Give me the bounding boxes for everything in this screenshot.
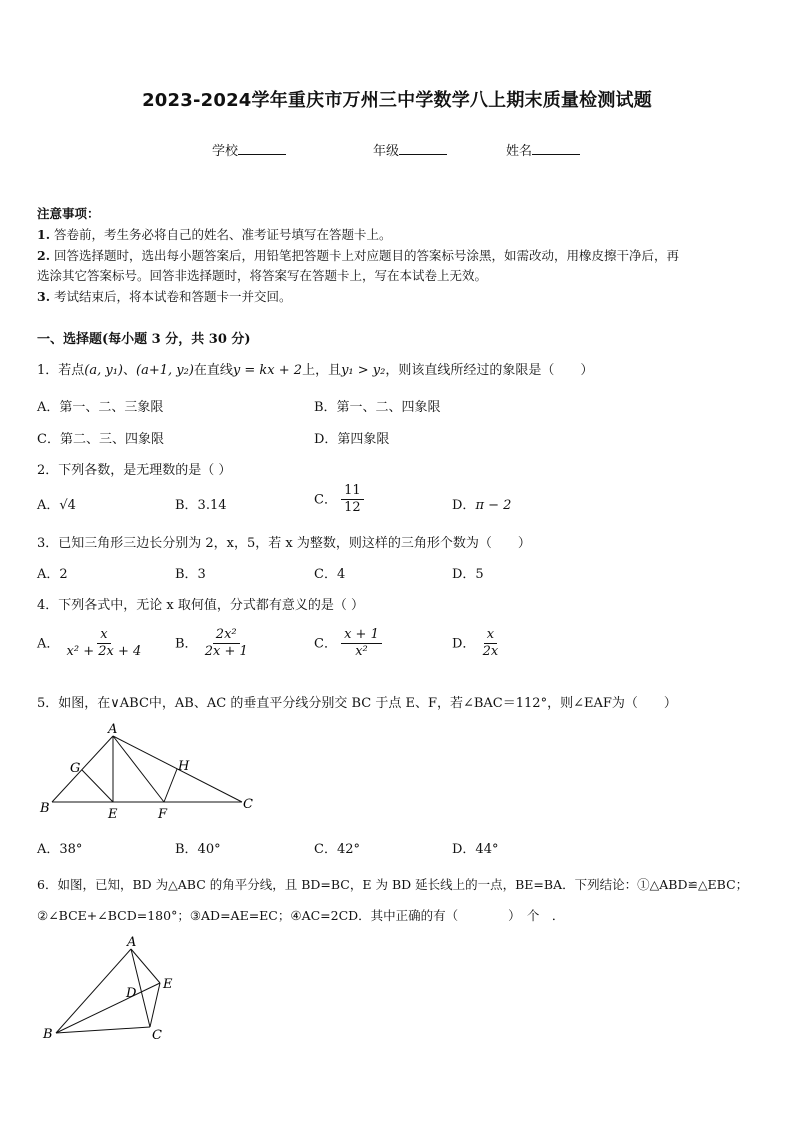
q3-option-a[interactable]: A．2 [37,567,68,582]
question-6-stem-line-1: 6．如图，已知，BD 为△ABC 的角平分线，且 BD=BC，E 为 BD 延长线上的一点，BE=BA．下列结论：①△ABD≌△EBC； [37,877,749,892]
q4-option-a[interactable] [37,628,144,660]
q4-c-numerator: x + 1 [341,628,382,644]
q4-b-numerator: 2x² [213,628,240,644]
q2-option-c[interactable] [314,484,364,516]
q2-option-c-label: C． [314,492,337,508]
q1-num: 1．若点 [37,363,85,378]
q1-sep: 、 [123,363,137,378]
grade-field [373,140,447,159]
note-3-num: 3. [37,289,51,304]
page-title: 2023-2024学年重庆市万州三中学数学八上期末质量检测试题 [142,90,652,111]
q2-option-c-fraction [341,484,364,516]
note-1 [37,225,392,243]
question-1-stem [37,359,593,378]
q5-label-b: B [40,801,50,816]
q4-c-denominator: x² [355,644,368,660]
name-label: 姓名 [506,144,533,159]
q5-label-g: G [70,761,81,776]
question-4-stem: 4．下列各式中，无论 x 取何值，分式都有意义的是（ ） [37,598,364,613]
q1-point-2: (a+1, y₂) [136,363,194,378]
q4-option-c[interactable] [314,628,382,660]
school-blank[interactable] [238,142,286,155]
q5-segment-hf [164,769,177,802]
q1-mid: 在直线 [193,363,233,378]
q6-segment-ba [56,949,131,1033]
q1-point-1: (a, y₁) [84,363,123,378]
q1-option-d[interactable]: D．第四象限 [314,432,390,447]
q4-option-a-label: A． [37,636,60,652]
q1-tail: ，则该直线所经过的象限是（ ） [385,363,594,378]
question-3-stem: 3．已知三角形三边长分别为 2，x，5，若 x 为整数，则这样的三角形个数为（ ） [37,536,531,551]
q5-segment-af [113,736,164,802]
q4-option-c-label: C． [314,636,337,652]
grade-label: 年级 [373,144,400,159]
q4-option-b-fraction [202,628,251,660]
note-2-num: 2. [37,248,51,263]
q2-option-d-value: π − 2 [475,498,512,513]
q3-option-b[interactable]: B．3 [175,567,206,582]
notes-heading: 注意事项： [37,206,100,221]
q5-label-a: A [108,722,118,737]
q5-option-a[interactable]: A．38° [37,842,83,857]
grade-blank[interactable] [399,142,447,155]
q4-option-d[interactable] [452,628,501,660]
question-6-stem-line-2: ②∠BCE+∠BCD=180°；③AD=AE=EC；④AC=2CD．其中正确的有（ ） 个 ． [37,908,565,923]
q6-label-d: D [126,986,137,1001]
q2-c-denominator: 12 [344,500,361,516]
q1-condition: y₁ > y₂ [341,363,386,378]
q4-a-denominator: x² + 2x + 4 [66,644,142,660]
q4-option-b[interactable] [175,628,251,660]
q6-label-a: A [127,935,137,950]
q4-d-numerator: x [484,628,497,644]
q4-a-numerator: x [97,628,110,644]
question-5-stem: 5．如图，在∨ABC中，AB、AC 的垂直平分线分别交 BC 于点 E、F，若∠BAC＝112°，则∠EAF为（ ） [37,696,677,711]
q5-label-e: E [108,807,118,822]
q6-segment-be [56,983,160,1033]
q1-option-a[interactable]: A．第一、二、三象限 [37,400,164,415]
note-2 [37,246,679,264]
q1-option-b[interactable]: B．第一、二、四象限 [314,400,441,415]
note-1-num: 1. [37,227,51,242]
q1-option-c[interactable]: C．第二、三、四象限 [37,432,164,447]
note-3 [37,287,292,305]
q6-triangle-figure [36,930,196,1050]
q1-mid2: 上，且 [302,363,342,378]
q6-label-e: E [163,977,173,992]
q4-option-a-fraction [64,628,145,660]
q2-c-numerator: 11 [341,484,364,500]
name-field [506,140,580,159]
q5-option-b[interactable]: B．40° [175,842,221,857]
q4-option-b-label: B． [175,636,198,652]
note-2-text-a: 回答选择题时，选出每小题答案后，用铅笔把答题卡上对应题目的答案标号涂黑，如需改动，用橡皮擦干净后，再 [54,248,680,263]
q2-option-d-label: D． [452,498,476,513]
note-1-text: 答卷前，考生务必将自己的姓名、准考证号填写在答题卡上。 [54,227,392,242]
q4-option-d-label: D． [452,636,476,652]
q5-label-f: F [158,807,168,822]
q6-segment-bc [56,1027,150,1033]
q4-d-denominator: 2x [482,644,499,660]
q5-triangle-figure [36,722,266,822]
q2-option-a[interactable] [37,494,76,513]
section-1-heading: 一、选择题(每小题 3 分，共 30 分) [37,332,251,347]
q4-option-c-fraction [341,628,382,660]
q5-label-c: C [243,797,253,812]
q2-option-a-value: √4 [59,498,76,513]
q3-option-d[interactable]: D．5 [452,567,484,582]
note-3-text: 考试结束后，将本试卷和答题卡一并交回。 [54,289,292,304]
q6-segment-ec [150,983,160,1027]
q5-option-c[interactable]: C．42° [314,842,360,857]
q2-option-a-label: A． [37,498,60,513]
name-blank[interactable] [532,142,580,155]
note-2-text-b: 选涂其它答案标号。回答非选择题时，将答案写在答题卡上，写在本试卷上无效。 [37,268,488,283]
q5-option-d[interactable]: D．44° [452,842,499,857]
q2-option-b[interactable]: B．3.14 [175,498,227,513]
q1-equation: y = kx + 2 [232,363,303,378]
q4-b-denominator: 2x + 1 [204,644,248,660]
q3-option-c[interactable]: C．4 [314,567,346,582]
q6-label-b: B [43,1027,53,1042]
question-2-stem: 2．下列各数，是无理数的是（ ） [37,463,232,478]
school-field [212,140,286,159]
q6-label-c: C [152,1028,162,1043]
q5-label-h: H [178,759,190,774]
school-label: 学校 [212,144,239,159]
q5-segment-ge [82,770,113,802]
q4-option-d-fraction [480,628,502,660]
q2-option-d[interactable] [452,494,511,513]
